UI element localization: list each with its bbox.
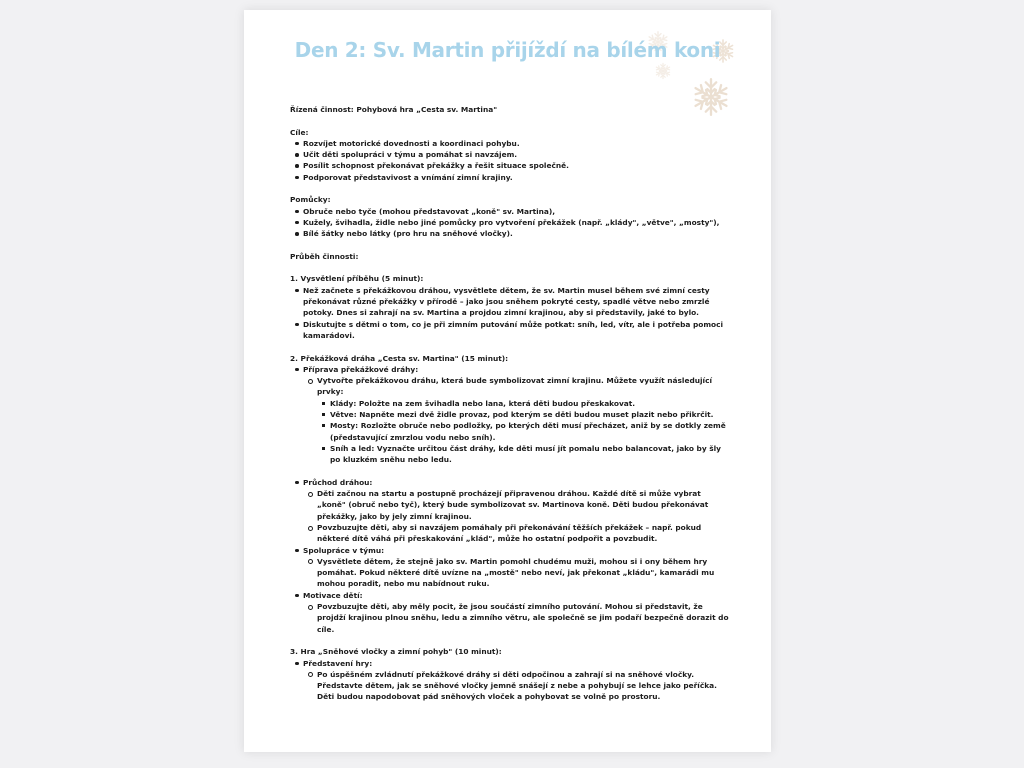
section3-list [290,658,730,703]
list-item: Bílé šátky nebo látky (pro hru na sněhové vločky). [290,228,730,239]
list-item [290,477,730,545]
list-item [290,364,730,466]
prep-label: Příprava překážkové dráhy: [303,364,419,374]
list-item: Větve: Napněte mezi dvě židle provaz, pod kterým se děti budou muset plazit nebo přikrčit. [317,409,730,420]
section1-heading: 1. Vysvětlení příběhu (5 minut): [290,274,424,284]
list-item: Povzbuzujte děti, aby měly pocit, že jsou součástí zimního putování. Mohou si představit, že projdží krajinou plnou sněhu, ledu a zimního větru, ale společně se jim podaří bezpečně dorazit do cíle. [304,601,730,635]
list-item: Klády: Položte na zem švihadla nebo lana, která děti budou přeskakovat. [317,398,730,409]
list-item: Diskutujte s dětmi o tom, co je při zimním putování může potkat: sníh, led, vítr, ale i potřeba pomoci kamarádovi. [290,319,730,342]
document-page [244,10,771,752]
motiv-label: Motivace dětí: [303,590,363,600]
list-item: Posílit schopnost překonávat překážky a řešit situace společně. [290,160,730,171]
list-item [304,375,730,465]
section2-list [290,364,730,635]
aids-heading: Pomůcky: [290,195,331,205]
activity-line: Řízená činnost: Pohybová hra „Cesta sv. Martina" [290,105,498,114]
process-heading: Průběh činnosti: [290,251,359,261]
prep-text: Vytvořte překážkovou dráhu, která bude symbolizovat zimní krajinu. Můžete využít následující prvky: [317,376,712,397]
list-item: Rozvíjet motorické dovednosti a koordinaci pohybu. [290,138,730,149]
coop-label: Spolupráce v týmu: [303,545,385,555]
pass-label: Průchod dráhou: [303,477,373,487]
goals-heading: Cíle: [290,127,309,137]
list-item: Obruče nebo tyče (mohou představovat „koně" sv. Martina), [290,206,730,217]
list-item: Učit děti spolupráci v týmu a pomáhat si navzájem. [290,149,730,160]
list-item: Mosty: Rozložte obruče nebo podložky, po kterých děti musí přecházet, aniž by se dotkly země (představující zmrzlou vodu nebo sníh). [317,420,730,443]
list-item [290,658,730,703]
list-item: Děti začnou na startu a postupně procházejí připravenou dráhou. Každé dítě si může vybrat „koně" (obruč nebo tyč), který bude symbolizovat sv. Martinova koně. Děti budou překonávat překážky, jako by jely zimní krajinou. [304,488,730,522]
document-title: Den 2: Sv. Martin přijíždí na bílém koni [294,38,721,62]
snowflake-tiny-icon [654,62,672,80]
list-item: Vysvětlete dětem, že stejně jako sv. Martin pomohl chudému muži, mohou si i ony během hry pomáhat. Pokud některé dítě uvízne na „mostě" nebo neví, jak překonat „kládu", kamarádi mu mohou poradit, nebo mu nabídnout ruku. [304,556,730,590]
list-item: Po úspěšném zvládnutí překážkové dráhy si děti odpočinou a zahrají si na sněhové vločky. Představte dětem, jak se sněhové vločky jemně snášejí z nebe a pohybují se lehce jako peříčka. Děti budou napodobovat pád sněhových vloček a pohybovat se volně po prostoru. [304,669,730,703]
aids-list [290,206,730,240]
document-body [290,104,730,703]
goals-list [290,138,730,183]
list-item: Podporovat představivost a vnímání zimní krajiny. [290,172,730,183]
section1-list [290,285,730,341]
list-item [290,590,730,635]
list-item [290,545,730,590]
section3-heading: 3. Hra „Sněhové vločky a zimní pohyb" (10 minut): [290,647,502,657]
list-item: Sníh a led: Vyznačte určitou část dráhy, kde děti musí jít pomalu nebo balancovat, jako by šly po kluzkém sněhu nebo ledu. [317,443,730,466]
list-item: Povzbuzujte děti, aby si navzájem pomáhaly při překonávání těžších překážek – např. pokud některé dítě váhá při přeskakování „klád", může ho ostatní podpořit a povzbudit. [304,522,730,545]
intro-label: Představení hry: [303,658,373,668]
section2-heading: 2. Překážková dráha „Cesta sv. Martina" (15 minut): [290,353,509,363]
list-item: Než začnete s překážkovou dráhou, vysvětlete dětem, že sv. Martin musel během své zimní cesty překonávat různé překážky v přírodě – jako jsou sněhem pokryté cesty, spadlé větve nebo zmrzlé potoky. Dnes si zahrají na sv. Martina a projdou zimní krajinou, aby si představily, jaké to bylo. [290,285,730,319]
list-item: Kužely, švihadla, židle nebo jiné pomůcky pro vytvoření překážek (např. „klády", „větve", „mosty"), [290,217,730,228]
